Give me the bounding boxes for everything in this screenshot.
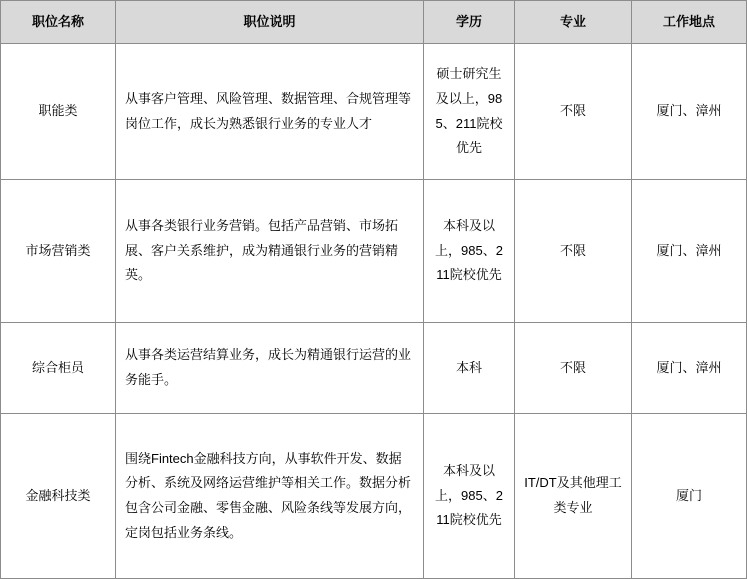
cell-work-location: 厦门、漳州 <box>632 44 747 180</box>
cell-position-description: 从事各类运营结算业务，成长为精通银行运营的业务能手。 <box>116 323 424 414</box>
cell-education: 本科及以上，985、211院校优先 <box>424 180 515 323</box>
table-row <box>1 323 747 414</box>
cell-position-description: 围绕Fintech金融科技方向，从事软件开发、数据分析、系统及网络运营维护等相关工作。数据分析包含公司金融、零售金融、风险条线等发展方向，定岗包括业务条线。 <box>116 414 424 579</box>
cell-position-name: 金融科技类 <box>1 414 116 579</box>
table-row <box>1 414 747 579</box>
cell-education: 本科及以上，985、211院校优先 <box>424 414 515 579</box>
column-header-major: 专业 <box>515 1 632 44</box>
cell-position-description: 从事客户管理、风险管理、数据管理、合规管理等岗位工作，成长为熟悉银行业务的专业人才 <box>116 44 424 180</box>
cell-work-location: 厦门 <box>632 414 747 579</box>
cell-education: 本科 <box>424 323 515 414</box>
table-row <box>1 180 747 323</box>
table-body <box>1 44 747 579</box>
cell-position-description: 从事各类银行业务营销。包括产品营销、市场拓展、客户关系维护，成为精通银行业务的营销精英。 <box>116 180 424 323</box>
column-header-position-description: 职位说明 <box>116 1 424 44</box>
cell-major: 不限 <box>515 323 632 414</box>
column-header-education: 学历 <box>424 1 515 44</box>
table-header <box>1 1 747 44</box>
cell-major: 不限 <box>515 180 632 323</box>
cell-major: 不限 <box>515 44 632 180</box>
cell-work-location: 厦门、漳州 <box>632 180 747 323</box>
table-header-row <box>1 1 747 44</box>
cell-position-name: 职能类 <box>1 44 116 180</box>
cell-position-name: 综合柜员 <box>1 323 116 414</box>
cell-position-name: 市场营销类 <box>1 180 116 323</box>
cell-work-location: 厦门、漳州 <box>632 323 747 414</box>
column-header-position-name: 职位名称 <box>1 1 116 44</box>
table-row <box>1 44 747 180</box>
cell-education: 硕士研究生及以上，985、211院校优先 <box>424 44 515 180</box>
cell-major: IT/DT及其他理工类专业 <box>515 414 632 579</box>
column-header-work-location: 工作地点 <box>632 1 747 44</box>
